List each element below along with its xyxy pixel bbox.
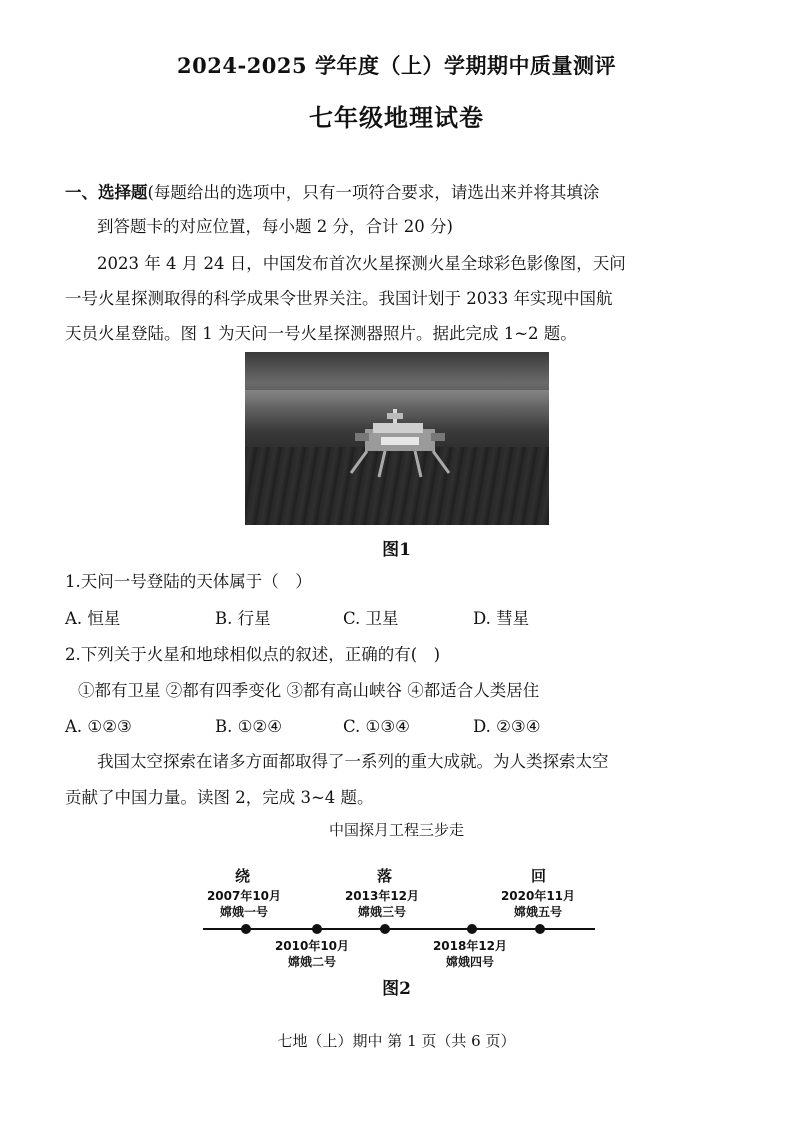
q1-stem: 1.天问一号登陆的天体属于（ ）: [65, 572, 312, 591]
timeline-dot: [380, 924, 390, 934]
passage1-line1: 2023 年 4 月 24 日，中国发布首次火星探测火星全球彩色影像图，天问: [97, 254, 626, 273]
q2-statements: ①都有卫星 ②都有四季变化 ③都有高山峡谷 ④都适合人类居住: [78, 681, 540, 700]
rover-silhouette: [345, 407, 455, 482]
section-heading: 一、选择题: [65, 183, 148, 202]
passage1-line3: 天员火星登陆。图 1 为天问一号火星探测器照片。据此完成 1~2 题。: [65, 324, 577, 343]
figure2-title: 中国探月工程三步走: [328, 821, 464, 839]
q2-option-a: A. ①②③: [65, 717, 132, 736]
section-instruction-2: 到答题卡的对应位置，每小题 2 分，合计 20 分): [97, 217, 453, 236]
q1-option-d: D. 彗星: [473, 609, 530, 628]
q2-option-b: B. ①②④: [215, 717, 282, 736]
lunar-timeline: [195, 855, 605, 985]
mars-rover-photo: [245, 352, 549, 525]
event-change4: 2018年12月 嫦娥四号: [432, 939, 508, 969]
event-change3: 2013年12月 嫦娥三号: [344, 889, 420, 919]
figure2-caption: 图2: [382, 979, 411, 999]
page-footer: 七地（上）期中 第 1 页（共 6 页）: [277, 1032, 516, 1050]
phase-land: 落: [377, 867, 393, 885]
phase-orbit: 绕: [235, 867, 251, 885]
section-heading-line: [65, 183, 599, 203]
timeline-dot: [535, 924, 545, 934]
q1-option-b: B. 行星: [215, 609, 271, 628]
q1-option-a: A. 恒星: [65, 609, 121, 628]
passage1-line2: 一号火星探测取得的科学成果令世界关注。我国计划于 2033 年实现中国航: [65, 289, 613, 308]
event-change2: 2010年10月 嫦娥二号: [274, 939, 350, 969]
figure1-caption: 图1: [382, 540, 411, 560]
q2-option-d: D. ②③④: [473, 717, 541, 736]
timeline-dot: [312, 924, 322, 934]
timeline-dot: [241, 924, 251, 934]
passage2-line1: 我国太空探索在诸多方面都取得了一系列的重大成就。为人类探索太空: [97, 752, 609, 771]
event-change5: 2020年11月 嫦娥五号: [500, 889, 576, 919]
event-change1: 2007年10月 嫦娥一号: [206, 889, 282, 919]
passage2-line2: 贡献了中国力量。读图 2，完成 3~4 题。: [65, 788, 374, 807]
section-instruction-1: (每题给出的选项中，只有一项符合要求，请选出来并将其填涂: [147, 183, 600, 202]
exam-title: 2024-2025 学年度（上）学期期中质量测评: [177, 53, 616, 78]
q1-option-c: C. 卫星: [343, 609, 399, 628]
q2-stem: 2.下列关于火星和地球相似点的叙述，正确的有( ): [65, 645, 441, 664]
phase-return: 回: [531, 867, 547, 885]
timeline-dot: [467, 924, 477, 934]
q2-option-c: C. ①③④: [343, 717, 410, 736]
exam-subtitle: 七年级地理试卷: [309, 103, 484, 132]
